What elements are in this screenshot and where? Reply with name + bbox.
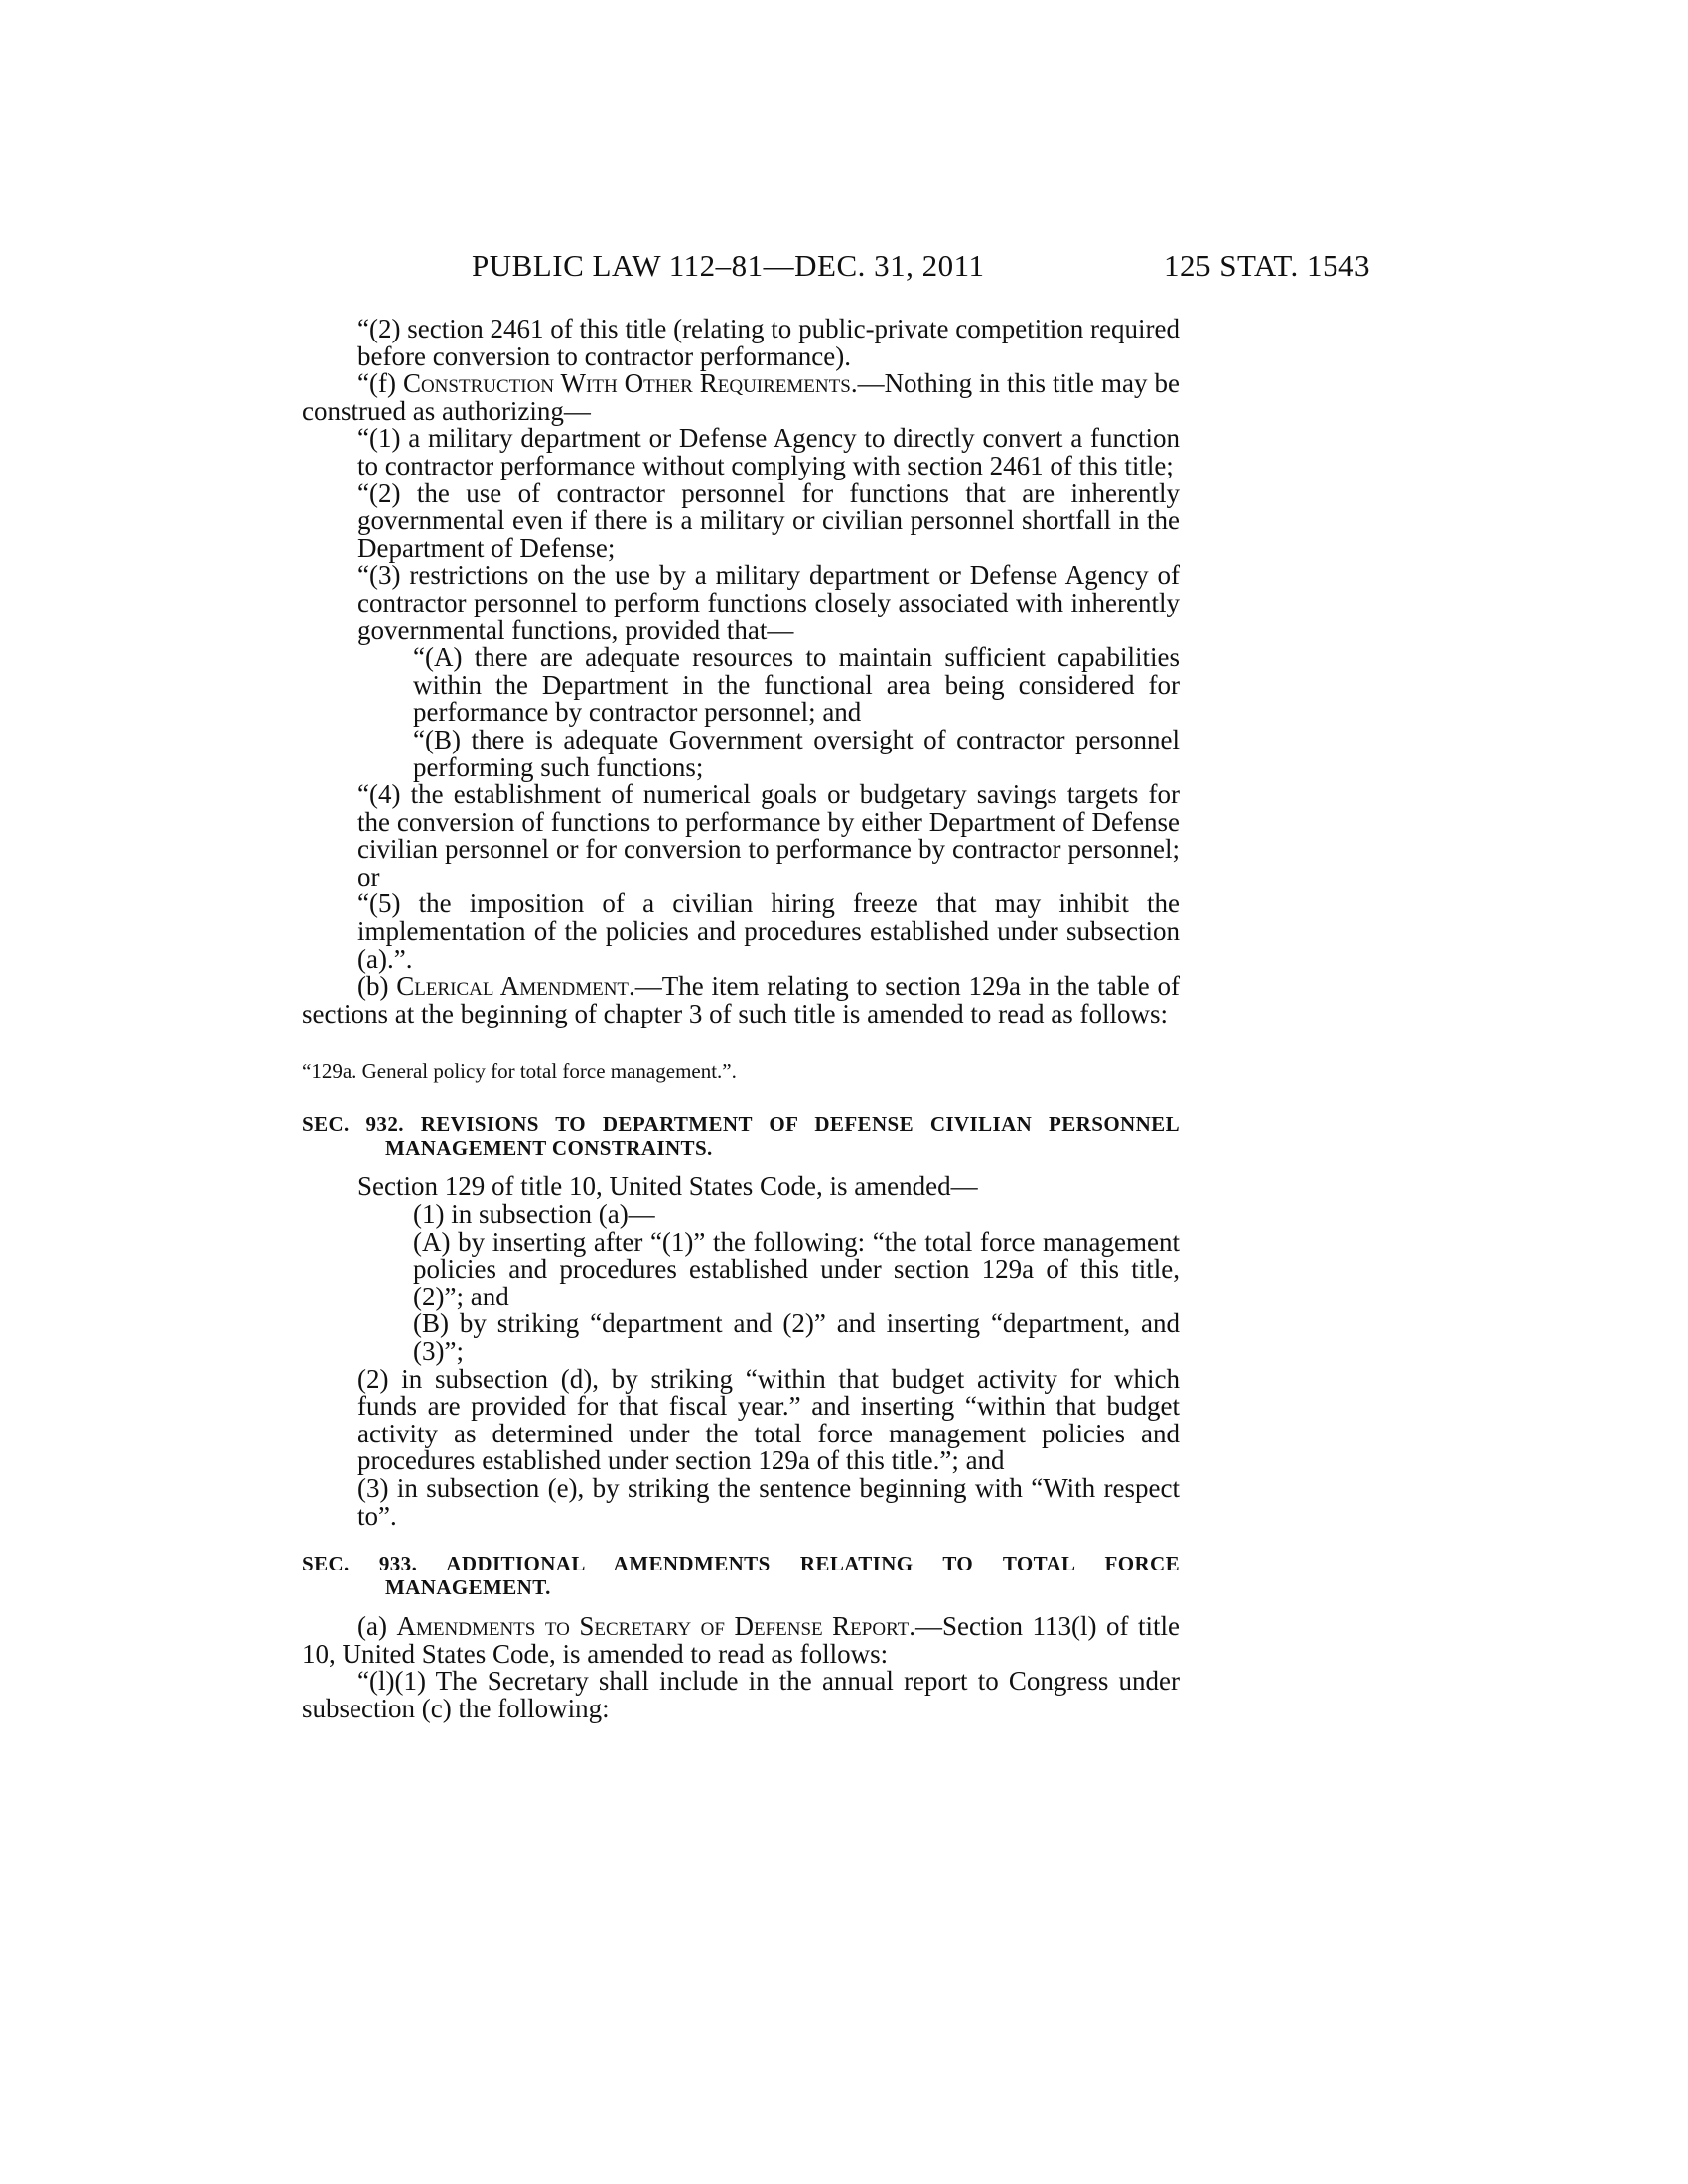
subsection-b-caption: Clerical Amendment <box>396 971 630 1002</box>
section-932-item-1: (1) in subsection (a)— <box>413 1199 655 1230</box>
subsection-f-label: “(f) <box>357 368 403 399</box>
section-932-item-1b: (B) by striking “department and (2)” and inserting “department, and (3)”; <box>413 1308 1180 1366</box>
subsection-f-caption: Construction With Other Requirements <box>402 368 851 399</box>
subsection-b-text: .—The item relating to section 129a in the table of sections at the beginning of chapter 3 of such title is amended to read as follows: <box>302 971 1180 1028</box>
section-933-quoted-text: “(l)(1) The Secretary shall include in the annual report to Congress under subsection (c) the following: <box>302 1666 1180 1723</box>
paragraph-f4: “(4) the establishment of numerical goals or budgetary savings targets for the conversion of functions to performance by either Department of Defense civilian personnel or for conversion to performance by contractor personnel; or <box>357 779 1180 891</box>
section-932-heading-text: SEC. 932. REVISIONS TO DEPARTMENT OF DEFENSE CIVILIAN PERSONNEL MANAGEMENT CONSTRAINTS. <box>302 1112 1180 1160</box>
section-932-intro: Section 129 of title 10, United States Code, is amended— <box>357 1171 978 1202</box>
paragraph-f5: “(5) the imposition of a civilian hiring freeze that may inhibit the implementation of the policies and procedures established under subsection (a).”. <box>357 888 1180 974</box>
header-title: PUBLIC LAW 112–81—DEC. 31, 2011 <box>472 248 985 283</box>
paragraph-f2: “(2) the use of contractor personnel for functions that are inherently governmental even if there is a military or civilian personnel shortfall in the Department of Defense; <box>357 478 1180 563</box>
section-932-item-2: (2) in subsection (d), by striking “within that budget activity for which funds are provided for that fiscal year.” and inserting “within that budget activity as determined under the total force management policies and procedures established under section 129a of this title.”; and <box>357 1363 1180 1476</box>
subsection-f <box>302 370 1180 425</box>
section-933-a-caption: Amendments to Secretary of Defense Report <box>396 1611 910 1642</box>
subparagraph-f3b: “(B) there is adequate Government oversight of contractor personnel performing such functions; <box>413 724 1180 782</box>
subsection-f-text: .—Nothing in this title may be construed as authorizing— <box>302 368 1180 426</box>
section-932-item-1a: (A) by inserting after “(1)” the following: “the total force management policies and procedures established under section 129a of this title, (2)”; and <box>413 1226 1180 1311</box>
header-statute-citation: 125 STAT. 1543 <box>1163 248 1370 283</box>
section-932-item-3: (3) in subsection (e), by striking the sentence beginning with “With respect to”. <box>357 1472 1180 1531</box>
page-header <box>298 248 1370 288</box>
paragraph-f3: “(3) restrictions on the use by a military department or Defense Agency of contractor personnel to perform functions closely associated with inherently governmental functions, provided that— <box>357 560 1180 645</box>
paragraph-2-section-2461: “(2) section 2461 of this title (relating to public-private competition required before conversion to contractor performance). <box>357 314 1180 371</box>
subsection-b <box>302 973 1180 1027</box>
subsection-b-label: (b) <box>357 971 397 1002</box>
section-933-heading <box>302 1552 1180 1599</box>
section-933-a-label: (a) <box>357 1611 397 1642</box>
table-of-sections-item: “129a. General policy for total force management.”. <box>302 1059 737 1084</box>
section-933-a-text: .—Section 113(l) of title 10, United States Code, is amended to read as follows: <box>302 1611 1180 1669</box>
section-932-heading <box>302 1112 1180 1160</box>
document-body <box>302 316 1180 1723</box>
paragraph-f1: “(1) a military department or Defense Agency to directly convert a function to contractor performance without complying with section 2461 of this title; <box>357 423 1180 480</box>
subparagraph-f3a: “(A) there are adequate resources to maintain sufficient capabilities within the Department in the functional area being considered for performance by contractor personnel; and <box>413 642 1180 728</box>
section-933-heading-text: SEC. 933. ADDITIONAL AMENDMENTS RELATING TO TOTAL FORCE MANAGEMENT. <box>302 1552 1180 1600</box>
section-933-subsection-a <box>302 1613 1180 1668</box>
